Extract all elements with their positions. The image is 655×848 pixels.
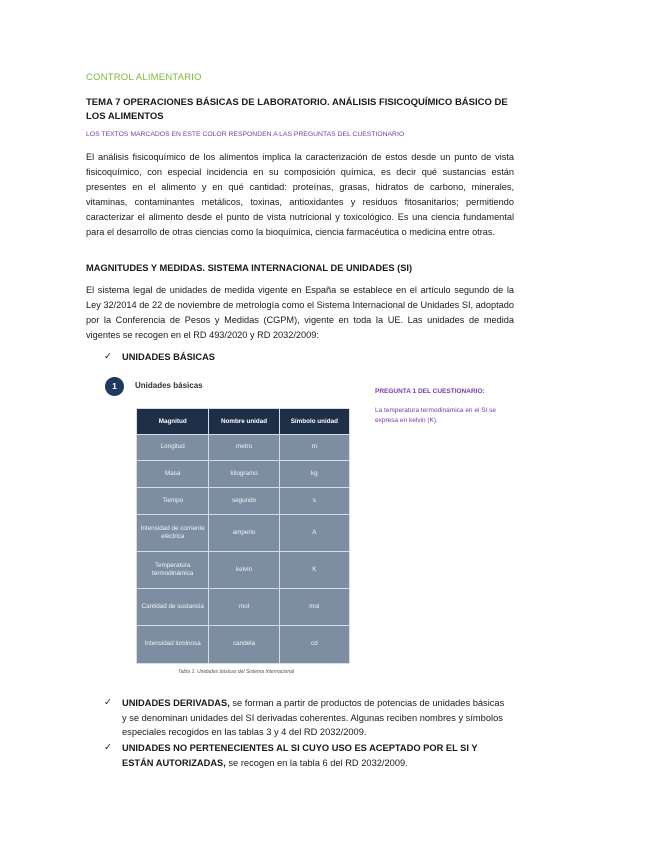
table-cell: cd [279, 626, 349, 664]
table-header-cell: Símbolo unidad [279, 409, 349, 435]
intro-paragraph: El análisis fisicoquímico de los alimentos implica la caracterización de estos desde un punto de vista fisicoquímico, con especial incidencia en su composición química, es decir qué sustancias están presentes en el alimento y en qué cantidad: proteínas, grasas, hidratos de carbono, minerales, vitaminas, contaminantes metálicos, toxinas, antioxidantes y residuos fitosanitarios; permitiendo caracterizar el alimento desde el punto de vista nutricional y toxicológico. Es una ciencia fundamental para el desarrollo de otras ciencias como la bioquímica, ciencia farmacéutica o medicina entre otras. [86, 152, 514, 237]
table-cell: Cantidad de sustancia [137, 589, 209, 626]
table-cell: Tiempo [137, 488, 209, 515]
bullet-derived-bold: UNIDADES DERIVADAS, [122, 698, 230, 708]
bullet-accepted-units [104, 741, 508, 770]
table-cell: mol [209, 589, 279, 626]
table-cell: Longitud [137, 435, 209, 461]
table-header-cell: Magnitud [137, 409, 209, 435]
document-header: CONTROL ALIMENTARIO [86, 72, 202, 83]
document-title: TEMA 7 OPERACIONES BÁSICAS DE LABORATORIO. ANÁLISIS FISICOQUÍMICO BÁSICO DE LOS ALIMENTOS [86, 97, 508, 122]
table-cell: Intensidad de corriente eléctrica [137, 515, 209, 552]
check-icon: ✓ [104, 697, 112, 708]
table-header-cell: Nombre unidad [209, 409, 279, 435]
check-icon: ✓ [104, 742, 112, 753]
check-icon: ✓ [104, 351, 112, 362]
bullet-derived-text [122, 696, 508, 740]
table-cell: K [279, 552, 349, 589]
table-cell: kg [279, 461, 349, 488]
section-heading: MAGNITUDES Y MEDIDAS. SISTEMA INTERNACIONAL DE UNIDADES (SI) [86, 263, 413, 273]
question-answer: La temperatura termodinámica en el SI se expresa en kelvin (K). [375, 407, 497, 424]
table-cell: segundo [209, 488, 279, 515]
figure-number-badge: 1 [105, 377, 124, 396]
table-cell: s [279, 488, 349, 515]
table-row [137, 488, 350, 515]
bullet-accepted-bold: UNIDADES NO PERTENECIENTES AL SI CUYO USO ES ACEPTADO POR EL SI Y ESTÁN AUTORIZADAS, [122, 743, 478, 768]
si-paragraph: El sistema legal de unidades de medida vigente en España se establece en el artículo segundo de la Ley 32/2014 de 22 de noviembre de metrología como el Sistema Internacional de Unidades SI, adoptado por la Conferencia de Pesos y Medidas (CGPM), vigente en toda la UE. Las unidades de medida vigentes se recogen en el RD 493/2020 y RD 2032/2009: [86, 285, 514, 340]
bullet-derived-units [104, 696, 508, 740]
figure-heading: Unidades básicas [135, 381, 203, 390]
table-cell: mol [279, 589, 349, 626]
table-cell: kelvin [209, 552, 279, 589]
bullet-basic-label: UNIDADES BÁSICAS [122, 352, 215, 362]
table-row [137, 626, 350, 664]
table-row [137, 435, 350, 461]
table-cell: amperio [209, 515, 279, 552]
basic-units-table [136, 408, 350, 664]
table-cell: candela [209, 626, 279, 664]
table-row [137, 589, 350, 626]
table-row [137, 552, 350, 589]
question-label: PREGUNTA 1 DEL CUESTIONARIO: [375, 388, 485, 395]
table-row [137, 461, 350, 488]
table-cell: kilogramo [209, 461, 279, 488]
color-legend-note: LOS TEXTOS MARCADOS EN ESTE COLOR RESPONDEN A LAS PREGUNTAS DEL CUESTIONARIO [86, 131, 405, 138]
bullet-derived-rest: se forman a partir de productos de potencias de unidades básicas y se denominan unidades del SI derivadas coherentes. Algunas reciben nombres y símbolos especiales recogidos en las tablas 3 y 4 del RD 2032/2009. [122, 698, 505, 737]
table-cell: Temperatura termodinámica [137, 552, 209, 589]
table-cell: A [279, 515, 349, 552]
bullet-accepted-text [122, 741, 508, 770]
table-row [137, 515, 350, 552]
questionnaire-note [375, 387, 515, 426]
table-cell: Masa [137, 461, 209, 488]
table-caption: Tabla 1. Unidades básicas del Sistema Internacional [178, 669, 294, 675]
bullet-basic-units [104, 350, 215, 365]
table-cell: Intensidad luminosa [137, 626, 209, 664]
bullet-accepted-rest: se recogen en la tabla 6 del RD 2032/2009. [225, 757, 408, 768]
table-cell: m [279, 435, 349, 461]
table-header-row [137, 409, 350, 435]
table-cell: metro [209, 435, 279, 461]
